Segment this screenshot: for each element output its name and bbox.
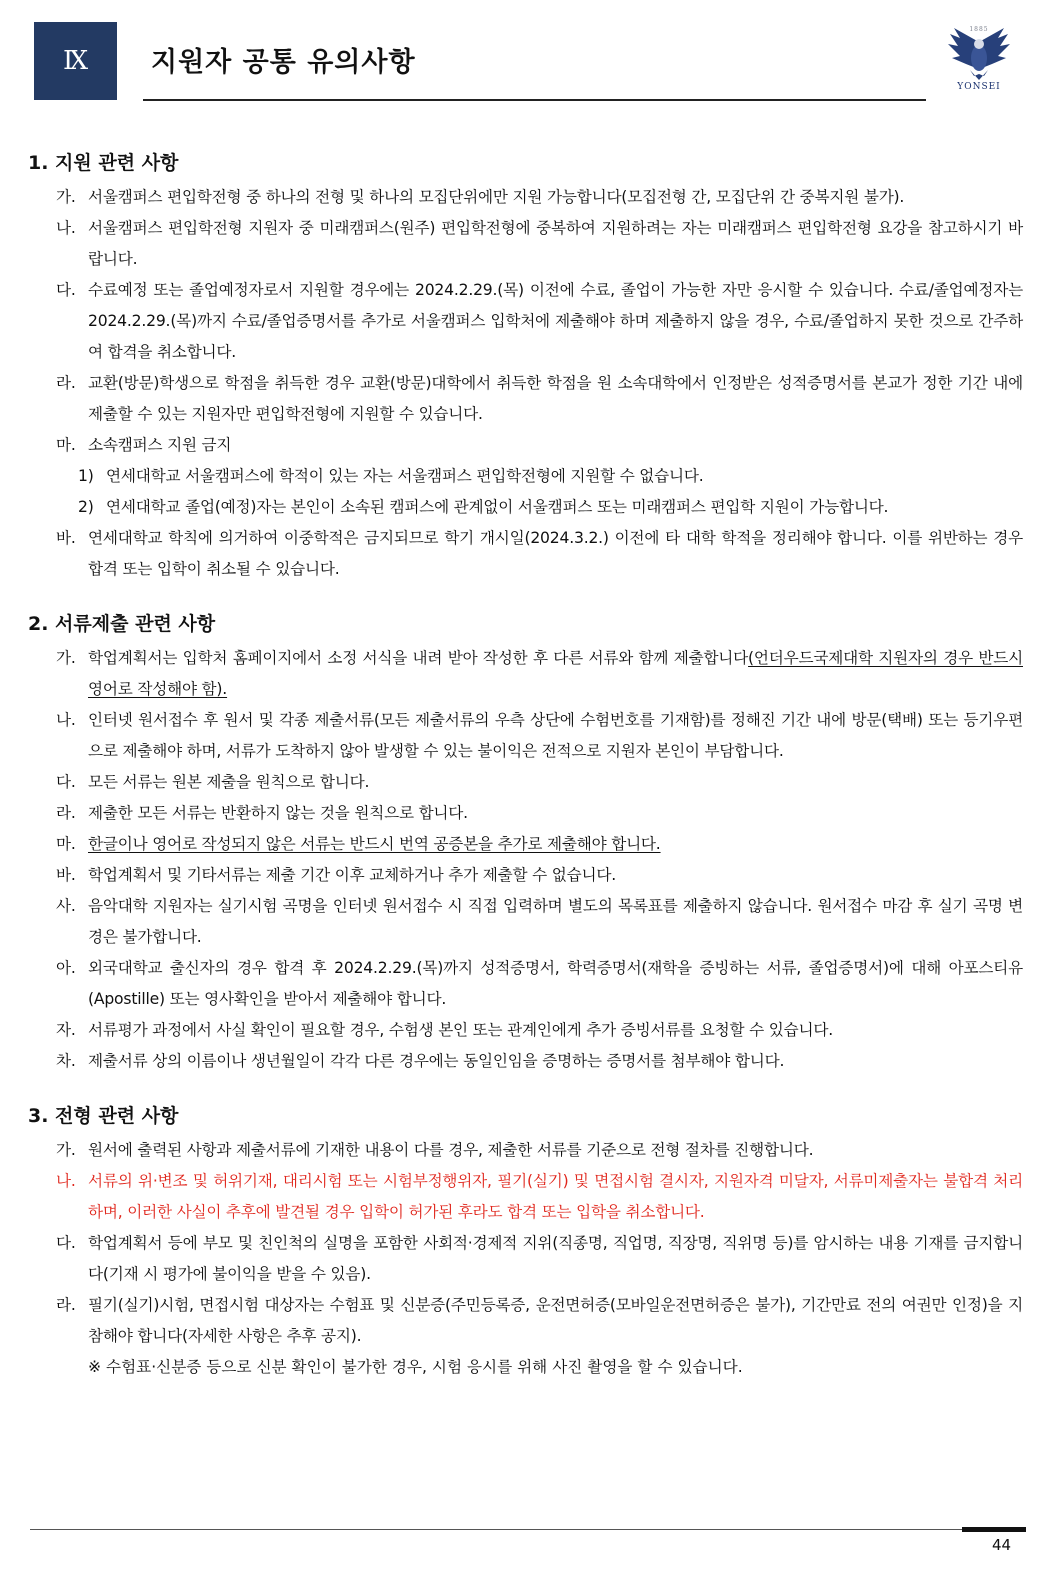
- item-text: 모든 서류는 원본 제출을 원칙으로 합니다.: [88, 773, 370, 791]
- footer-rule: [30, 1529, 1026, 1530]
- item-text: 학업계획서 및 기타서류는 제출 기간 이후 교체하거나 추가 제출할 수 없습니다.: [88, 866, 616, 884]
- item-text: 외국대학교 출신자의 경우 합격 후 2024.2.29.(목)까지 성적증명서, 학력증명서(재학을 증빙하는 서류, 졸업증명서)에 대해 아포스티유(Apostille) 또는 영사확인을 받아서 제출해야 합니다.: [88, 959, 1023, 1008]
- item-marker: 라.: [56, 374, 76, 392]
- item-text: 수료예정 또는 졸업예정자로서 지원할 경우에는 2024.2.29.(목) 이전에 수료, 졸업이 가능한 자만 응시할 수 있습니다. 수료/졸업예정자는 2024.2.29.(목)까지 수료/졸업증명서를 추가로 서울캠퍼스 입학처에 제출해야 하며 제출하지 않을 경우, 수료/졸업하지 못한 것으로 간주하여 합격을 취소합니다.: [88, 281, 1023, 361]
- item-marker: 가.: [56, 649, 76, 667]
- sub-list-item: [0, 492, 1023, 523]
- section-title: 1. 지원 관련 사항: [28, 152, 179, 174]
- item-marker: 라.: [56, 1296, 76, 1314]
- document-body: [0, 150, 1062, 1409]
- list-item: [0, 767, 1023, 798]
- section-title: 2. 서류제출 관련 사항: [28, 613, 216, 635]
- item-marker: 마.: [56, 835, 76, 853]
- footnote: ※ 수험표·신분증 등으로 신분 확인이 불가한 경우, 시험 응시를 위해 사진 촬영을 할 수 있습니다.: [88, 1358, 743, 1376]
- item-text: 음악대학 지원자는 실기시험 곡명을 인터넷 원서접수 시 직접 입력하며 별도의 목록표를 제출하지 않습니다. 원서접수 마감 후 실기 곡명 변경은 불가합니다.: [88, 897, 1023, 946]
- section-screening: [0, 1103, 1062, 1383]
- list-item: [0, 368, 1023, 430]
- item-marker: 2): [78, 498, 94, 516]
- item-marker: 다.: [56, 773, 76, 791]
- list-item: [0, 829, 1023, 860]
- item-text: 소속캠퍼스 지원 금지: [88, 436, 232, 454]
- item-marker: 나.: [56, 711, 76, 729]
- page-number: 44: [992, 1536, 1012, 1554]
- item-text: 서류평가 과정에서 사실 확인이 필요할 경우, 수험생 본인 또는 관계인에게 추가 증빙서류를 요청할 수 있습니다.: [88, 1021, 833, 1039]
- item-text: 서울캠퍼스 편입학전형 지원자 중 미래캠퍼스(원주) 편입학전형에 중복하여 지원하려는 자는 미래캠퍼스 편입학전형 요강을 참고하시기 바랍니다.: [88, 219, 1023, 268]
- item-marker: 사.: [56, 897, 76, 915]
- item-text: 교환(방문)학생으로 학점을 취득한 경우 교환(방문)대학에서 취득한 학점을 원 소속대학에서 인정받은 성적증명서를 본교가 정한 기간 내에 제출할 수 있는 지원자만 편입학전형에 지원할 수 있습니다.: [88, 374, 1023, 423]
- item-marker: 마.: [56, 436, 76, 454]
- list-item: [0, 1015, 1023, 1046]
- list-item: [0, 1135, 1023, 1166]
- list-item: [0, 1046, 1023, 1077]
- item-marker: 다.: [56, 1234, 76, 1252]
- item-marker: 1): [78, 467, 94, 485]
- item-marker: 라.: [56, 804, 76, 822]
- item-text: 제출한 모든 서류는 반환하지 않는 것을 원칙으로 합니다.: [88, 804, 468, 822]
- item-text: 학업계획서 등에 부모 및 친인척의 실명을 포함한 사회적·경제적 지위(직종명, 직업명, 직장명, 직위명 등)를 암시하는 내용 기재를 금지합니다(기재 시 평가에 불이익을 받을 수 있음).: [88, 1234, 1023, 1283]
- list-item: [0, 860, 1023, 891]
- item-text: 연세대학교 졸업(예정)자는 본인이 소속된 캠퍼스에 관계없이 서울캠퍼스 또는 미래캠퍼스 편입학 지원이 가능합니다.: [106, 498, 889, 516]
- footer-accent-bar: [962, 1527, 1026, 1532]
- list-item: [0, 523, 1023, 585]
- item-marker: 가.: [56, 1141, 76, 1159]
- item-marker: 바.: [56, 529, 76, 547]
- list-item: [0, 1228, 1023, 1290]
- list-item-warning: [0, 1166, 1023, 1228]
- chapter-number: Ⅸ: [34, 22, 117, 100]
- item-text: 연세대학교 서울캠퍼스에 학적이 있는 자는 서울캠퍼스 편입학전형에 지원할 수 없습니다.: [106, 467, 704, 485]
- list-item: [0, 1290, 1023, 1352]
- section-application: [0, 150, 1062, 585]
- item-marker: 아.: [56, 959, 76, 977]
- item-text: 서울캠퍼스 편입학전형 중 하나의 전형 및 하나의 모집단위에만 지원 가능합니다(모집전형 간, 모집단위 간 중복지원 불가).: [88, 188, 905, 206]
- section-documents: [0, 611, 1062, 1077]
- list-item: [0, 213, 1023, 275]
- item-text: 필기(실기)시험, 면접시험 대상자는 수험표 및 신분증(주민등록증, 운전면허증(모바일운전면허증은 불가), 기간만료 전의 여권만 인정)을 지참해야 합니다(자세한 사항은 추후 공지).: [88, 1296, 1023, 1345]
- list-item: [0, 891, 1023, 953]
- item-text: 원서에 출력된 사항과 제출서류에 기재한 내용이 다를 경우, 제출한 서류를 기준으로 전형 절차를 진행합니다.: [88, 1141, 814, 1159]
- logo-wordmark: YONSEI: [957, 82, 1001, 92]
- item-marker: 나.: [56, 219, 76, 237]
- list-item: [0, 275, 1023, 368]
- item-marker: 자.: [56, 1021, 76, 1039]
- item-text: 연세대학교 학칙에 의거하여 이중학적은 금지되므로 학기 개시일(2024.3.2.) 이전에 타 대학 학적을 정리해야 합니다. 이를 위반하는 경우 합격 또는 입학이 취소될 수 있습니다.: [88, 529, 1023, 578]
- list-item: [0, 798, 1023, 829]
- item-text: 서류의 위·변조 및 허위기재, 대리시험 또는 시험부정행위자, 필기(실기) 및 면접시험 결시자, 지원자격 미달자, 서류미제출자는 불합격 처리하며, 이러한 사실이 추후에 발견될 경우 입학이 허가된 후라도 합격 또는 입학을 취소합니다.: [88, 1172, 1023, 1221]
- item-marker: 가.: [56, 188, 76, 206]
- item-marker: 다.: [56, 281, 76, 299]
- underlined-text: 한글이나 영어로 작성되지 않은 서류는 반드시 번역 공증본을 추가로 제출해야 합니다.: [88, 835, 661, 853]
- item-text: 제출서류 상의 이름이나 생년월일이 각각 다른 경우에는 동일인임을 증명하는 증명서를 첨부해야 합니다.: [88, 1052, 785, 1070]
- underlined-text: (언더우드국제대학 지원자의 경우 반드시 영어로 작성해야 함).: [88, 649, 1023, 698]
- logo-wordmark: 1885: [969, 26, 989, 33]
- list-item: [0, 430, 1023, 461]
- list-item: [0, 705, 1023, 767]
- sub-list-item: [0, 461, 1023, 492]
- item-text: 인터넷 원서접수 후 원서 및 각종 제출서류(모든 제출서류의 우측 상단에 수험번호를 기재함)를 정해진 기간 내에 방문(택배) 또는 등기우편으로 제출해야 하며, 서류가 도착하지 않아 발생할 수 있는 불이익은 전적으로 지원자 본인이 부담합니다.: [88, 711, 1023, 760]
- item-text: 학업계획서는 입학처 홈페이지에서 소정 서식을 내려 받아 작성한 후 다른 서류와 함께 제출합니다: [88, 649, 749, 667]
- item-marker: 차.: [56, 1052, 76, 1070]
- title-underline: [143, 99, 926, 101]
- list-item: [0, 953, 1023, 1015]
- item-marker: 바.: [56, 866, 76, 884]
- list-item: [0, 643, 1023, 705]
- item-marker: 나.: [56, 1172, 76, 1190]
- page-title: 지원자 공통 유의사항: [151, 47, 416, 78]
- list-item: [0, 182, 1023, 213]
- section-title: 3. 전형 관련 사항: [28, 1105, 179, 1127]
